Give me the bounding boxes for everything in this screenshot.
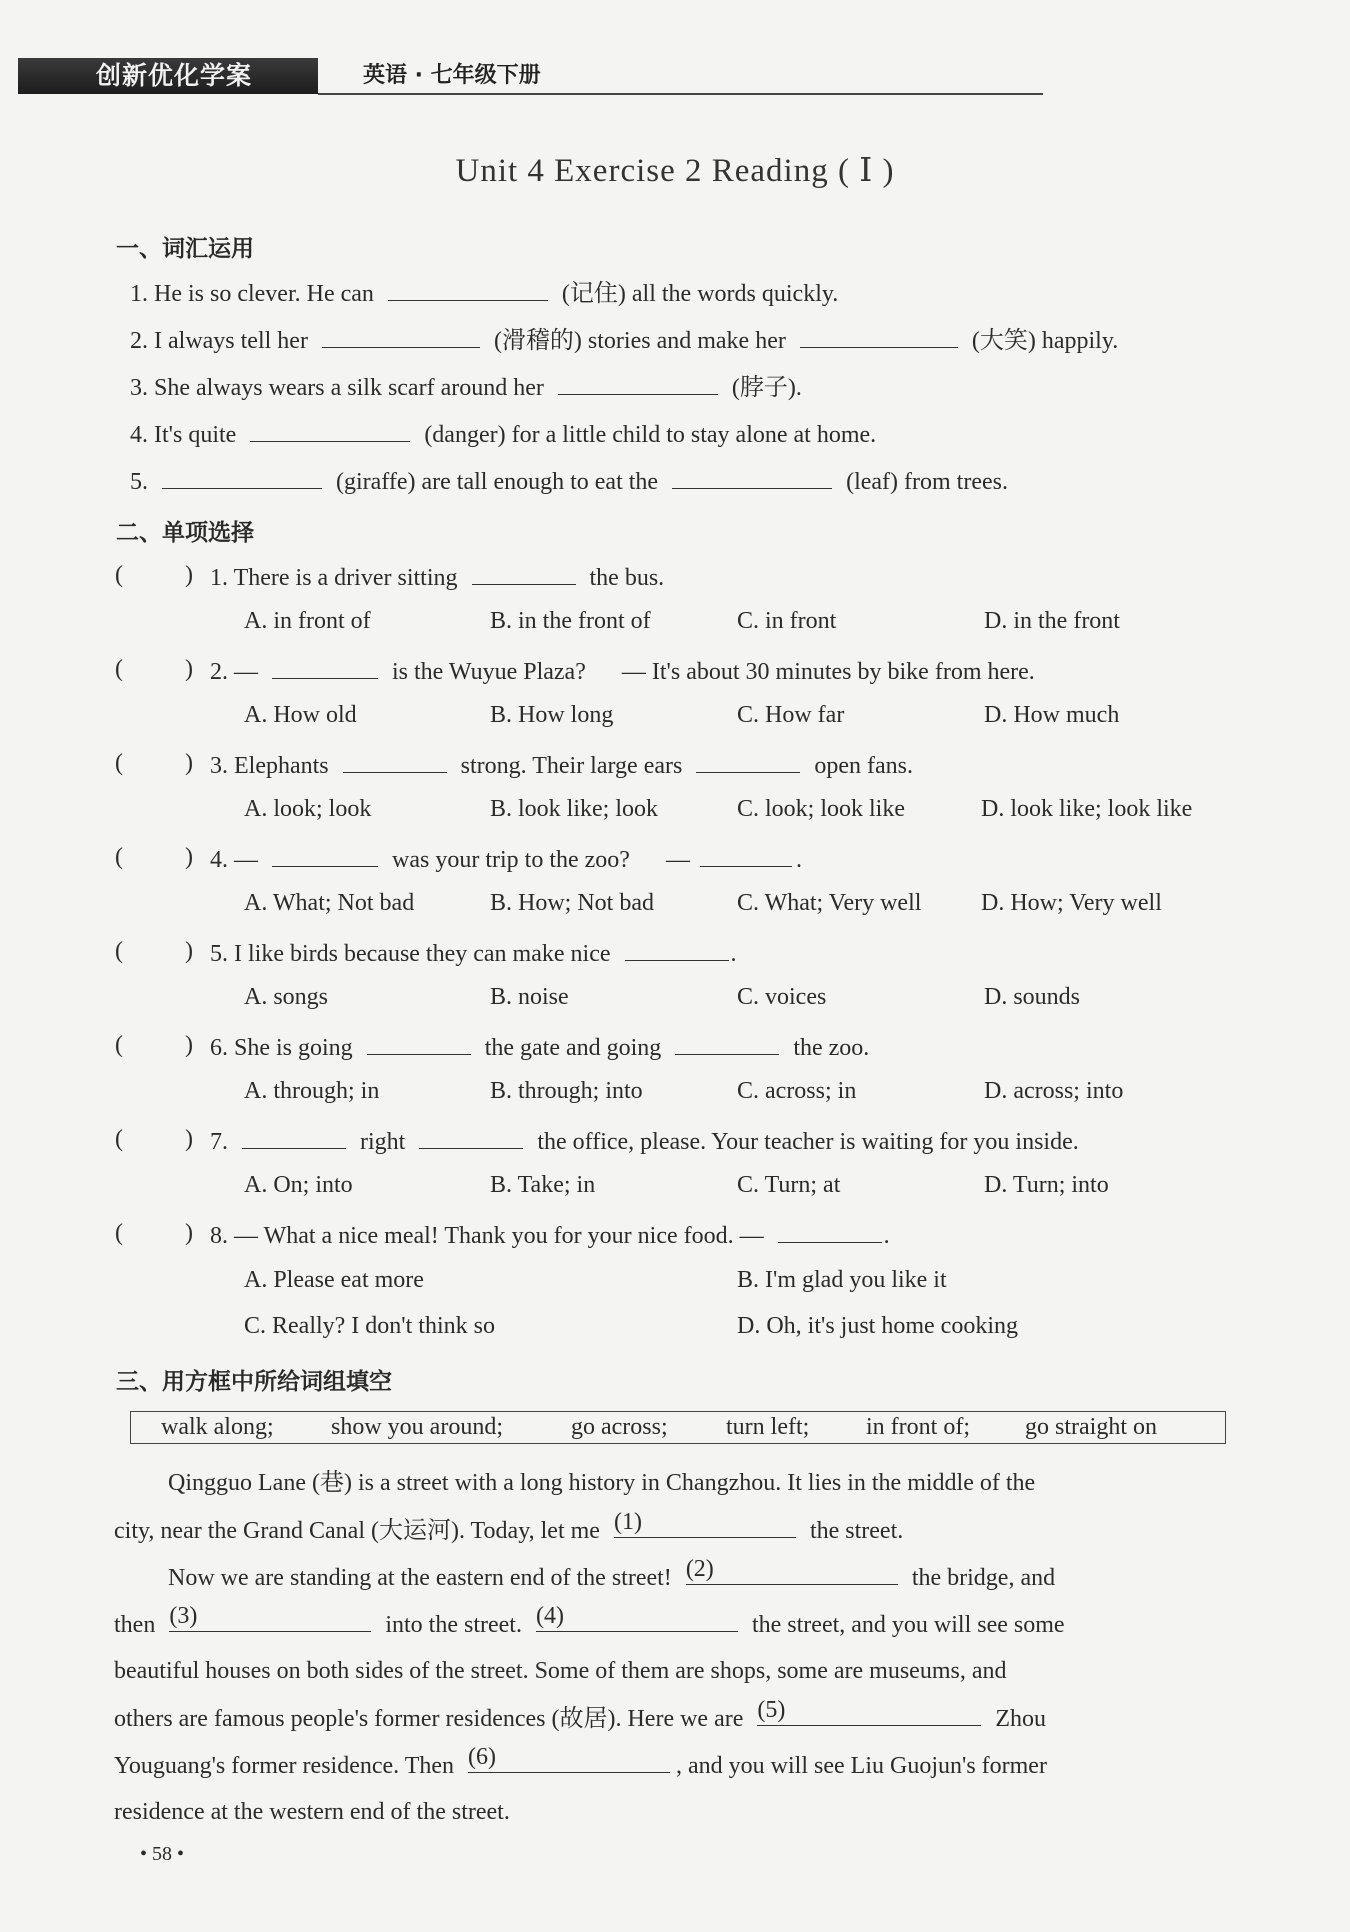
item-text: (记住) all the words quickly. [561, 281, 839, 307]
answer-paren-open[interactable]: ( [115, 938, 123, 964]
word-box-item: show you around; [331, 1414, 503, 1440]
option-c[interactable]: C. What; Very well [737, 890, 922, 916]
answer-blank[interactable] [778, 1220, 882, 1243]
answer-paren-close[interactable]: ) [185, 656, 193, 682]
mc-question-4 [210, 844, 802, 875]
answer-blank[interactable] [672, 466, 832, 489]
mc-question-1 [210, 562, 664, 593]
word-box-item: walk along; [161, 1414, 274, 1440]
answer-paren-close[interactable]: ) [185, 1220, 193, 1246]
section-title-choice: 二、单项选择 [116, 520, 254, 546]
option-c[interactable]: C. look; look like [737, 796, 905, 822]
option-b[interactable]: B. How long [490, 702, 614, 728]
word-box-item: go straight on [1025, 1414, 1157, 1440]
question-text: strong. Their large ears [460, 753, 683, 779]
option-c[interactable]: C. How far [737, 702, 845, 728]
option-d[interactable]: D. How; Very well [981, 890, 1162, 916]
mc-question-5 [210, 938, 737, 969]
header-divider [318, 93, 1043, 95]
option-d[interactable]: D. look like; look like [981, 796, 1193, 822]
passage-text: into the street. [385, 1612, 522, 1638]
word-box-item: in front of; [866, 1414, 970, 1440]
vocab-item-2 [130, 325, 1118, 356]
option-c[interactable]: C. Really? I don't think so [244, 1313, 495, 1339]
option-c[interactable]: C. across; in [737, 1078, 857, 1104]
blank-number: (4) [535, 1603, 564, 1629]
option-d[interactable]: D. Turn; into [984, 1172, 1109, 1198]
question-text: — [665, 847, 690, 873]
passage-text: , and you will see Liu Guojun's former [676, 1753, 1047, 1779]
question-text: right [360, 1129, 406, 1155]
answer-paren-open[interactable]: ( [115, 656, 123, 682]
item-number: 5. [130, 469, 148, 495]
answer-paren-open[interactable]: ( [115, 1032, 123, 1058]
question-text: . [730, 941, 737, 967]
passage-text: Now we are standing at the eastern end of the street! [168, 1565, 672, 1591]
answer-paren-close[interactable]: ) [185, 562, 193, 588]
answer-blank[interactable] [535, 1603, 738, 1632]
option-c[interactable]: C. voices [737, 984, 827, 1010]
passage-text: then [114, 1612, 156, 1638]
question-text: the gate and going [484, 1035, 662, 1061]
answer-blank[interactable] [613, 1509, 796, 1538]
answer-blank[interactable] [162, 466, 322, 489]
brand-logo: 创新优化学案 [18, 58, 318, 94]
option-b[interactable]: B. I'm glad you like it [737, 1267, 947, 1293]
answer-blank[interactable] [169, 1603, 371, 1632]
vocab-item-4 [130, 419, 876, 450]
option-a[interactable]: A. On; into [244, 1172, 353, 1198]
item-number: 4. [130, 422, 148, 448]
question-text: was your trip to the zoo? [392, 847, 630, 873]
answer-paren-close[interactable]: ) [185, 938, 193, 964]
answer-blank[interactable] [757, 1697, 981, 1726]
option-d[interactable]: D. How much [984, 702, 1120, 728]
item-number: 2. [130, 328, 148, 354]
answer-blank[interactable] [472, 562, 576, 585]
passage-line [114, 1697, 1047, 1734]
blank-number: (3) [169, 1603, 198, 1629]
answer-blank[interactable] [272, 656, 378, 679]
option-b[interactable]: B. in the front of [490, 608, 651, 634]
vocab-item-5 [130, 466, 1008, 497]
passage-line [114, 1509, 904, 1546]
answer-blank[interactable] [468, 1744, 670, 1773]
word-box-item: turn left; [726, 1414, 810, 1440]
answer-paren-open[interactable]: ( [115, 562, 123, 588]
mc-question-6 [210, 1032, 869, 1063]
option-d[interactable]: D. Oh, it's just home cooking [737, 1313, 1018, 1339]
answer-blank[interactable] [558, 372, 718, 395]
answer-blank[interactable] [388, 278, 548, 301]
answer-blank[interactable] [322, 325, 480, 348]
section-title-fill: 三、用方框中所给词组填空 [116, 1369, 392, 1395]
passage-text: the bridge, and [911, 1565, 1056, 1591]
question-text: 3. Elephants [210, 753, 329, 779]
question-text: 6. She is going [210, 1035, 353, 1061]
question-text: 5. I like birds because they can make nice [210, 941, 611, 967]
item-text: (脖子). [731, 375, 802, 401]
item-text: (滑稽的) stories and make her [493, 328, 786, 354]
option-d[interactable]: D. sounds [984, 984, 1081, 1010]
option-a[interactable]: A. Please eat more [244, 1267, 424, 1293]
question-text: 8. — What a nice meal! Thank you for your nice food. — [210, 1223, 764, 1249]
answer-blank[interactable] [800, 325, 958, 348]
item-text: She always wears a silk scarf around her [154, 375, 544, 401]
answer-paren-open[interactable]: ( [115, 750, 123, 776]
answer-paren-open[interactable]: ( [115, 1220, 123, 1246]
passage-text: the street, and you will see some [751, 1612, 1065, 1638]
answer-paren-close[interactable]: ) [185, 1032, 193, 1058]
answer-paren-open[interactable]: ( [115, 844, 123, 870]
item-number: 3. [130, 375, 148, 401]
page-title: Unit 4 Exercise 2 Reading ( Ⅰ ) [455, 153, 895, 189]
question-text: is the Wuyue Plaza? [392, 659, 586, 685]
passage-line: residence at the western end of the street. [114, 1799, 510, 1825]
answer-paren-close[interactable]: ) [185, 1126, 193, 1152]
answer-blank[interactable] [242, 1126, 346, 1149]
answer-blank[interactable] [367, 1032, 471, 1055]
option-a[interactable]: A. in front of [244, 608, 371, 634]
question-text: 4. — [210, 847, 258, 873]
option-b[interactable]: B. through; into [490, 1078, 643, 1104]
passage-text: Zhou [995, 1706, 1047, 1732]
option-c[interactable]: C. Turn; at [737, 1172, 841, 1198]
page-header [18, 58, 1018, 94]
answer-blank[interactable] [419, 1126, 523, 1149]
question-text: . [883, 1223, 890, 1249]
answer-paren-close[interactable]: ) [185, 750, 193, 776]
option-b[interactable]: B. look like; look [490, 796, 658, 822]
passage-text: others are famous people's former residences (故居). Here we are [114, 1706, 744, 1732]
blank-number: (2) [685, 1556, 714, 1582]
option-d[interactable]: D. in the front [984, 608, 1120, 634]
option-a[interactable]: A. How old [244, 702, 357, 728]
item-text: (giraffe) are tall enough to eat the [336, 469, 659, 495]
question-text: — It's about 30 minutes by bike from here. [621, 659, 1035, 685]
word-box [130, 1411, 1226, 1444]
page-number: • 58 • [140, 1843, 185, 1865]
passage-line: beautiful houses on both sides of the street. Some of them are shops, some are museums, and [114, 1658, 1007, 1684]
answer-blank[interactable] [700, 844, 792, 867]
option-c[interactable]: C. in front [737, 608, 837, 634]
option-b[interactable]: B. noise [490, 984, 569, 1010]
passage-text: city, near the Grand Canal (大运河). Today, let me [114, 1518, 600, 1544]
word-box-item: go across; [571, 1414, 668, 1440]
answer-blank[interactable] [685, 1556, 898, 1585]
mc-question-2 [210, 656, 1035, 687]
option-a[interactable]: A. songs [244, 984, 329, 1010]
item-number: 1. [130, 281, 148, 307]
question-text: 2. — [210, 659, 258, 685]
section-title-vocab: 一、词汇运用 [116, 236, 254, 262]
item-text: He is so clever. He can [154, 281, 374, 307]
answer-paren-open[interactable]: ( [115, 1126, 123, 1152]
question-text: the bus. [589, 565, 665, 591]
passage-line: Qingguo Lane (巷) is a street with a long history in Changzhou. It lies in the middle of the [168, 1470, 1036, 1496]
passage-line [114, 1744, 1047, 1781]
question-text: open fans. [814, 753, 913, 779]
vocab-item-3 [130, 372, 802, 403]
answer-blank[interactable] [272, 844, 378, 867]
question-text: the zoo. [793, 1035, 870, 1061]
answer-blank[interactable] [250, 419, 410, 442]
mc-question-3 [210, 750, 913, 781]
blank-number: (5) [757, 1697, 786, 1723]
question-text: 1. There is a driver sitting [210, 565, 458, 591]
blank-number: (6) [468, 1744, 497, 1770]
question-text: 7. [210, 1129, 228, 1155]
answer-blank[interactable] [625, 938, 729, 961]
option-b[interactable]: B. Take; in [490, 1172, 596, 1198]
passage-text: Youguang's former residence. Then [114, 1753, 455, 1779]
passage-line [168, 1556, 1056, 1593]
item-text: It's quite [154, 422, 237, 448]
item-text: (leaf) from trees. [846, 469, 1008, 495]
item-text: I always tell her [154, 328, 308, 354]
passage-line [114, 1603, 1065, 1640]
answer-blank[interactable] [675, 1032, 779, 1055]
question-text: . [795, 847, 802, 873]
book-title: 英语 · 七年级下册 [363, 63, 541, 88]
vocab-item-1 [130, 278, 838, 309]
option-a[interactable]: A. look; look [244, 796, 372, 822]
mc-question-7 [210, 1126, 1079, 1157]
answer-paren-close[interactable]: ) [185, 844, 193, 870]
mc-question-8 [210, 1220, 890, 1251]
passage-text: the street. [809, 1518, 904, 1544]
item-text: (大笑) happily. [971, 328, 1119, 354]
question-text: the office, please. Your teacher is waiting for you inside. [537, 1129, 1079, 1155]
option-a[interactable]: A. What; Not bad [244, 890, 415, 916]
item-text: (danger) for a little child to stay alone at home. [424, 422, 877, 448]
option-b[interactable]: B. How; Not bad [490, 890, 654, 916]
blank-number: (1) [613, 1509, 642, 1535]
answer-blank[interactable] [696, 750, 800, 773]
answer-blank[interactable] [343, 750, 447, 773]
option-a[interactable]: A. through; in [244, 1078, 380, 1104]
option-d[interactable]: D. across; into [984, 1078, 1124, 1104]
